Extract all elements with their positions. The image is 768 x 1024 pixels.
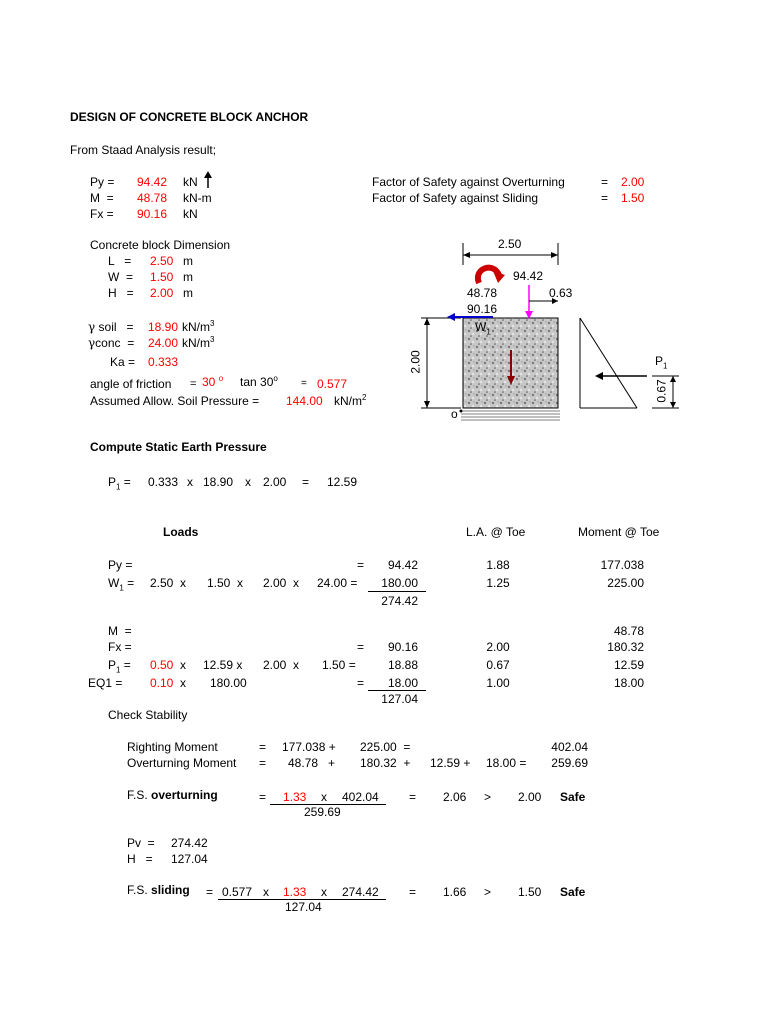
earth-ka: 0.333 bbox=[148, 475, 179, 489]
stability-heading: Check Stability bbox=[108, 708, 188, 722]
h-value: 2.00 bbox=[150, 286, 174, 300]
vertical-total: 274.42 bbox=[381, 594, 418, 608]
page-title: DESIGN OF CONCRETE BLOCK ANCHOR bbox=[70, 110, 309, 124]
diagram-ecc-label: 0.63 bbox=[549, 286, 573, 300]
fs-slide-req: 1.50 bbox=[518, 885, 542, 899]
fs-sliding-label: Factor of Safety against Sliding bbox=[372, 191, 539, 205]
tan-label: tan 30$^o$ bbox=[240, 374, 278, 389]
earth-heading: Compute Static Earth Pressure bbox=[90, 440, 267, 454]
h-label: H = bbox=[108, 286, 134, 300]
horizontal-total: 127.04 bbox=[381, 692, 418, 706]
load-w1-d: 24.00 = bbox=[317, 576, 358, 590]
load-eq1-b: 180.00 bbox=[210, 676, 247, 690]
w-label: W = bbox=[108, 270, 134, 284]
load-eq1-a: 0.10 x bbox=[150, 676, 187, 690]
fs-over-req: 2.00 bbox=[518, 790, 542, 804]
righting-label: Righting Moment bbox=[127, 740, 218, 754]
friction-label: angle of friction bbox=[90, 377, 172, 391]
righting-b: 225.00 = bbox=[360, 740, 411, 754]
overturning-total: 259.69 bbox=[551, 756, 588, 770]
diagram-p1-arm-label: 0.67 bbox=[654, 379, 669, 403]
l-value: 2.50 bbox=[150, 254, 174, 268]
fx-unit: kN bbox=[183, 207, 198, 221]
diagram-height-label: 2.00 bbox=[408, 350, 423, 374]
load-p1-b: 12.59 x bbox=[203, 658, 243, 672]
sum-line bbox=[368, 591, 426, 592]
allow-pressure-unit: $kN/m^2$ bbox=[334, 393, 367, 408]
diagram-py-label: 94.42 bbox=[513, 269, 544, 283]
friction-angle: 30 $^o$ bbox=[202, 374, 224, 389]
py-value: 94.42 bbox=[137, 175, 168, 189]
earth-result: 12.59 bbox=[327, 475, 358, 489]
times-sign: x bbox=[263, 885, 269, 899]
load-m-label: M = bbox=[108, 624, 132, 638]
load-p1-c: 2.00 x bbox=[263, 658, 300, 672]
equals-sign: = bbox=[259, 790, 267, 804]
overturning-b: 180.32 + bbox=[360, 756, 411, 770]
equals-sign: = bbox=[301, 378, 307, 389]
load-m-moment: 48.78 bbox=[613, 624, 644, 638]
fs-over-result: 2.06 bbox=[443, 790, 467, 804]
diagram-m-label: 48.78 bbox=[467, 286, 498, 300]
load-p1-d: 1.50 = bbox=[322, 658, 356, 672]
py-label: Py = bbox=[90, 175, 115, 189]
dimension-heading: Concrete block Dimension bbox=[90, 238, 231, 252]
fs-over-num: 402.04 bbox=[342, 790, 379, 804]
times-sign: x bbox=[321, 885, 327, 899]
fs-slide-label: F.S. sliding bbox=[127, 883, 190, 897]
times-sign: x bbox=[321, 790, 327, 804]
load-fx-label: Fx = bbox=[108, 640, 132, 654]
h-stab-label: H = bbox=[127, 852, 153, 866]
intro-text: From Staad Analysis result; bbox=[70, 143, 217, 157]
up-arrow-icon bbox=[203, 171, 213, 189]
ka-value: 0.333 bbox=[148, 355, 179, 369]
diagram-length-label: 2.50 bbox=[498, 237, 522, 251]
m-unit: kN-m bbox=[183, 191, 212, 205]
equals-sign: = bbox=[409, 885, 417, 899]
load-eq1-label: EQ1 = bbox=[88, 676, 123, 690]
fx-label: Fx = bbox=[90, 207, 114, 221]
fs-overturning-value: 2.00 bbox=[621, 175, 645, 189]
earth-h: 2.00 bbox=[263, 475, 287, 489]
fs-slide-mu: 0.577 bbox=[222, 885, 253, 899]
w-value: 1.50 bbox=[150, 270, 174, 284]
overturning-a: 48.78 + bbox=[288, 756, 336, 770]
m-label: M = bbox=[90, 191, 114, 205]
moment-header: Moment @ Toe bbox=[578, 525, 660, 539]
righting-total: 402.04 bbox=[551, 740, 588, 754]
load-w1-b: 1.50 x bbox=[207, 576, 244, 590]
fs-slide-result: 1.66 bbox=[443, 885, 467, 899]
load-w1-c: 2.00 x bbox=[263, 576, 300, 590]
equals-sign: = bbox=[601, 175, 609, 189]
load-w1-a: 2.50 x bbox=[150, 576, 187, 590]
load-w1-label: $W_1$ = bbox=[108, 576, 135, 593]
gamma-conc-label: γconc = bbox=[88, 336, 135, 350]
gamma-soil-value: 18.90 bbox=[148, 320, 179, 334]
load-p1-la: 0.67 bbox=[486, 658, 510, 672]
equals-sign: = bbox=[357, 558, 365, 572]
diagram-p1-label: $P_1$ bbox=[655, 354, 668, 371]
load-py-label: Py = bbox=[108, 558, 133, 572]
ka-label: Ka = bbox=[110, 355, 136, 369]
times-sign: x bbox=[245, 475, 251, 489]
load-py-value: 94.42 bbox=[387, 558, 418, 572]
fs-slide-den: 127.04 bbox=[285, 900, 322, 914]
righting-a: 177.038 + bbox=[282, 740, 336, 754]
block-diagram bbox=[395, 225, 695, 430]
fs-slide-factor: 1.33 bbox=[283, 885, 307, 899]
load-fx-moment: 180.32 bbox=[607, 640, 644, 654]
gamma-conc-value: 24.00 bbox=[148, 336, 179, 350]
fs-over-den: 259.69 bbox=[304, 805, 341, 819]
load-eq1-la: 1.00 bbox=[486, 676, 510, 690]
diagram-origin-label: o bbox=[451, 407, 458, 421]
fs-over-label: F.S. overturning bbox=[127, 788, 218, 802]
w-unit: m bbox=[183, 270, 193, 284]
pv-label: Pv = bbox=[127, 836, 155, 850]
diagram-w-label: $W_1$ bbox=[475, 320, 491, 337]
h-unit: m bbox=[183, 286, 193, 300]
load-eq1-value: 18.00 bbox=[387, 676, 418, 690]
overturning-label: Overturning Moment bbox=[127, 756, 237, 770]
equals-sign: = bbox=[302, 475, 310, 489]
fs-slide-num: 274.42 bbox=[342, 885, 379, 899]
earth-gamma: 18.90 bbox=[203, 475, 234, 489]
h-stab-value: 127.04 bbox=[171, 852, 208, 866]
pv-value: 274.42 bbox=[171, 836, 208, 850]
equals-sign: = bbox=[357, 676, 365, 690]
equals-sign: = bbox=[409, 790, 417, 804]
equals-sign: = bbox=[259, 756, 267, 770]
loads-header: Loads bbox=[163, 525, 199, 539]
overturning-c: 12.59 + bbox=[430, 756, 471, 770]
py-unit: kN bbox=[183, 175, 198, 189]
m-value: 48.78 bbox=[137, 191, 168, 205]
load-py-la: 1.88 bbox=[486, 558, 510, 572]
load-eq1-moment: 18.00 bbox=[613, 676, 644, 690]
fx-value: 90.16 bbox=[137, 207, 168, 221]
diagram-fx-label: 90.16 bbox=[467, 302, 498, 316]
load-w1-value: 180.00 bbox=[381, 576, 418, 590]
equals-sign: = bbox=[206, 885, 214, 899]
overturning-d: 18.00 = bbox=[486, 756, 527, 770]
l-label: L = bbox=[108, 254, 132, 268]
load-w1-la: 1.25 bbox=[486, 576, 510, 590]
load-w1-moment: 225.00 bbox=[607, 576, 644, 590]
load-p1-label: $P_1$ = bbox=[108, 658, 131, 675]
fs-sliding-value: 1.50 bbox=[621, 191, 645, 205]
fs-over-factor: 1.33 bbox=[283, 790, 307, 804]
equals-sign: = bbox=[357, 640, 365, 654]
sum-line bbox=[368, 690, 426, 691]
equals-sign: = bbox=[190, 378, 197, 390]
earth-p1-label: $P_1$ = bbox=[108, 475, 131, 492]
load-fx-la: 2.00 bbox=[486, 640, 510, 654]
fs-slide-status: Safe bbox=[560, 885, 586, 899]
times-sign: x bbox=[187, 475, 193, 489]
fs-slide-cmp: > bbox=[484, 885, 492, 899]
load-fx-value: 90.16 bbox=[387, 640, 418, 654]
fs-overturning-label: Factor of Safety against Overturning bbox=[372, 175, 565, 189]
gamma-soil-label: γ soil = bbox=[88, 320, 134, 334]
load-p1-moment: 12.59 bbox=[613, 658, 644, 672]
allow-pressure-label: Assumed Allow. Soil Pressure = bbox=[90, 394, 260, 408]
fs-over-cmp: > bbox=[484, 790, 492, 804]
load-p1-a: 0.50 x bbox=[150, 658, 187, 672]
fs-over-status: Safe bbox=[560, 790, 586, 804]
load-py-moment: 177.038 bbox=[600, 558, 644, 572]
tan-value: 0.577 bbox=[317, 377, 348, 391]
equals-sign: = bbox=[259, 740, 267, 754]
la-header: L.A. @ Toe bbox=[466, 525, 526, 539]
gamma-soil-unit: $kN/m^3$ bbox=[182, 319, 215, 334]
gamma-conc-unit: $kN/m^3$ bbox=[182, 335, 215, 350]
load-p1-value: 18.88 bbox=[387, 658, 418, 672]
allow-pressure-value: 144.00 bbox=[286, 394, 323, 408]
l-unit: m bbox=[183, 254, 193, 268]
equals-sign: = bbox=[601, 191, 609, 205]
